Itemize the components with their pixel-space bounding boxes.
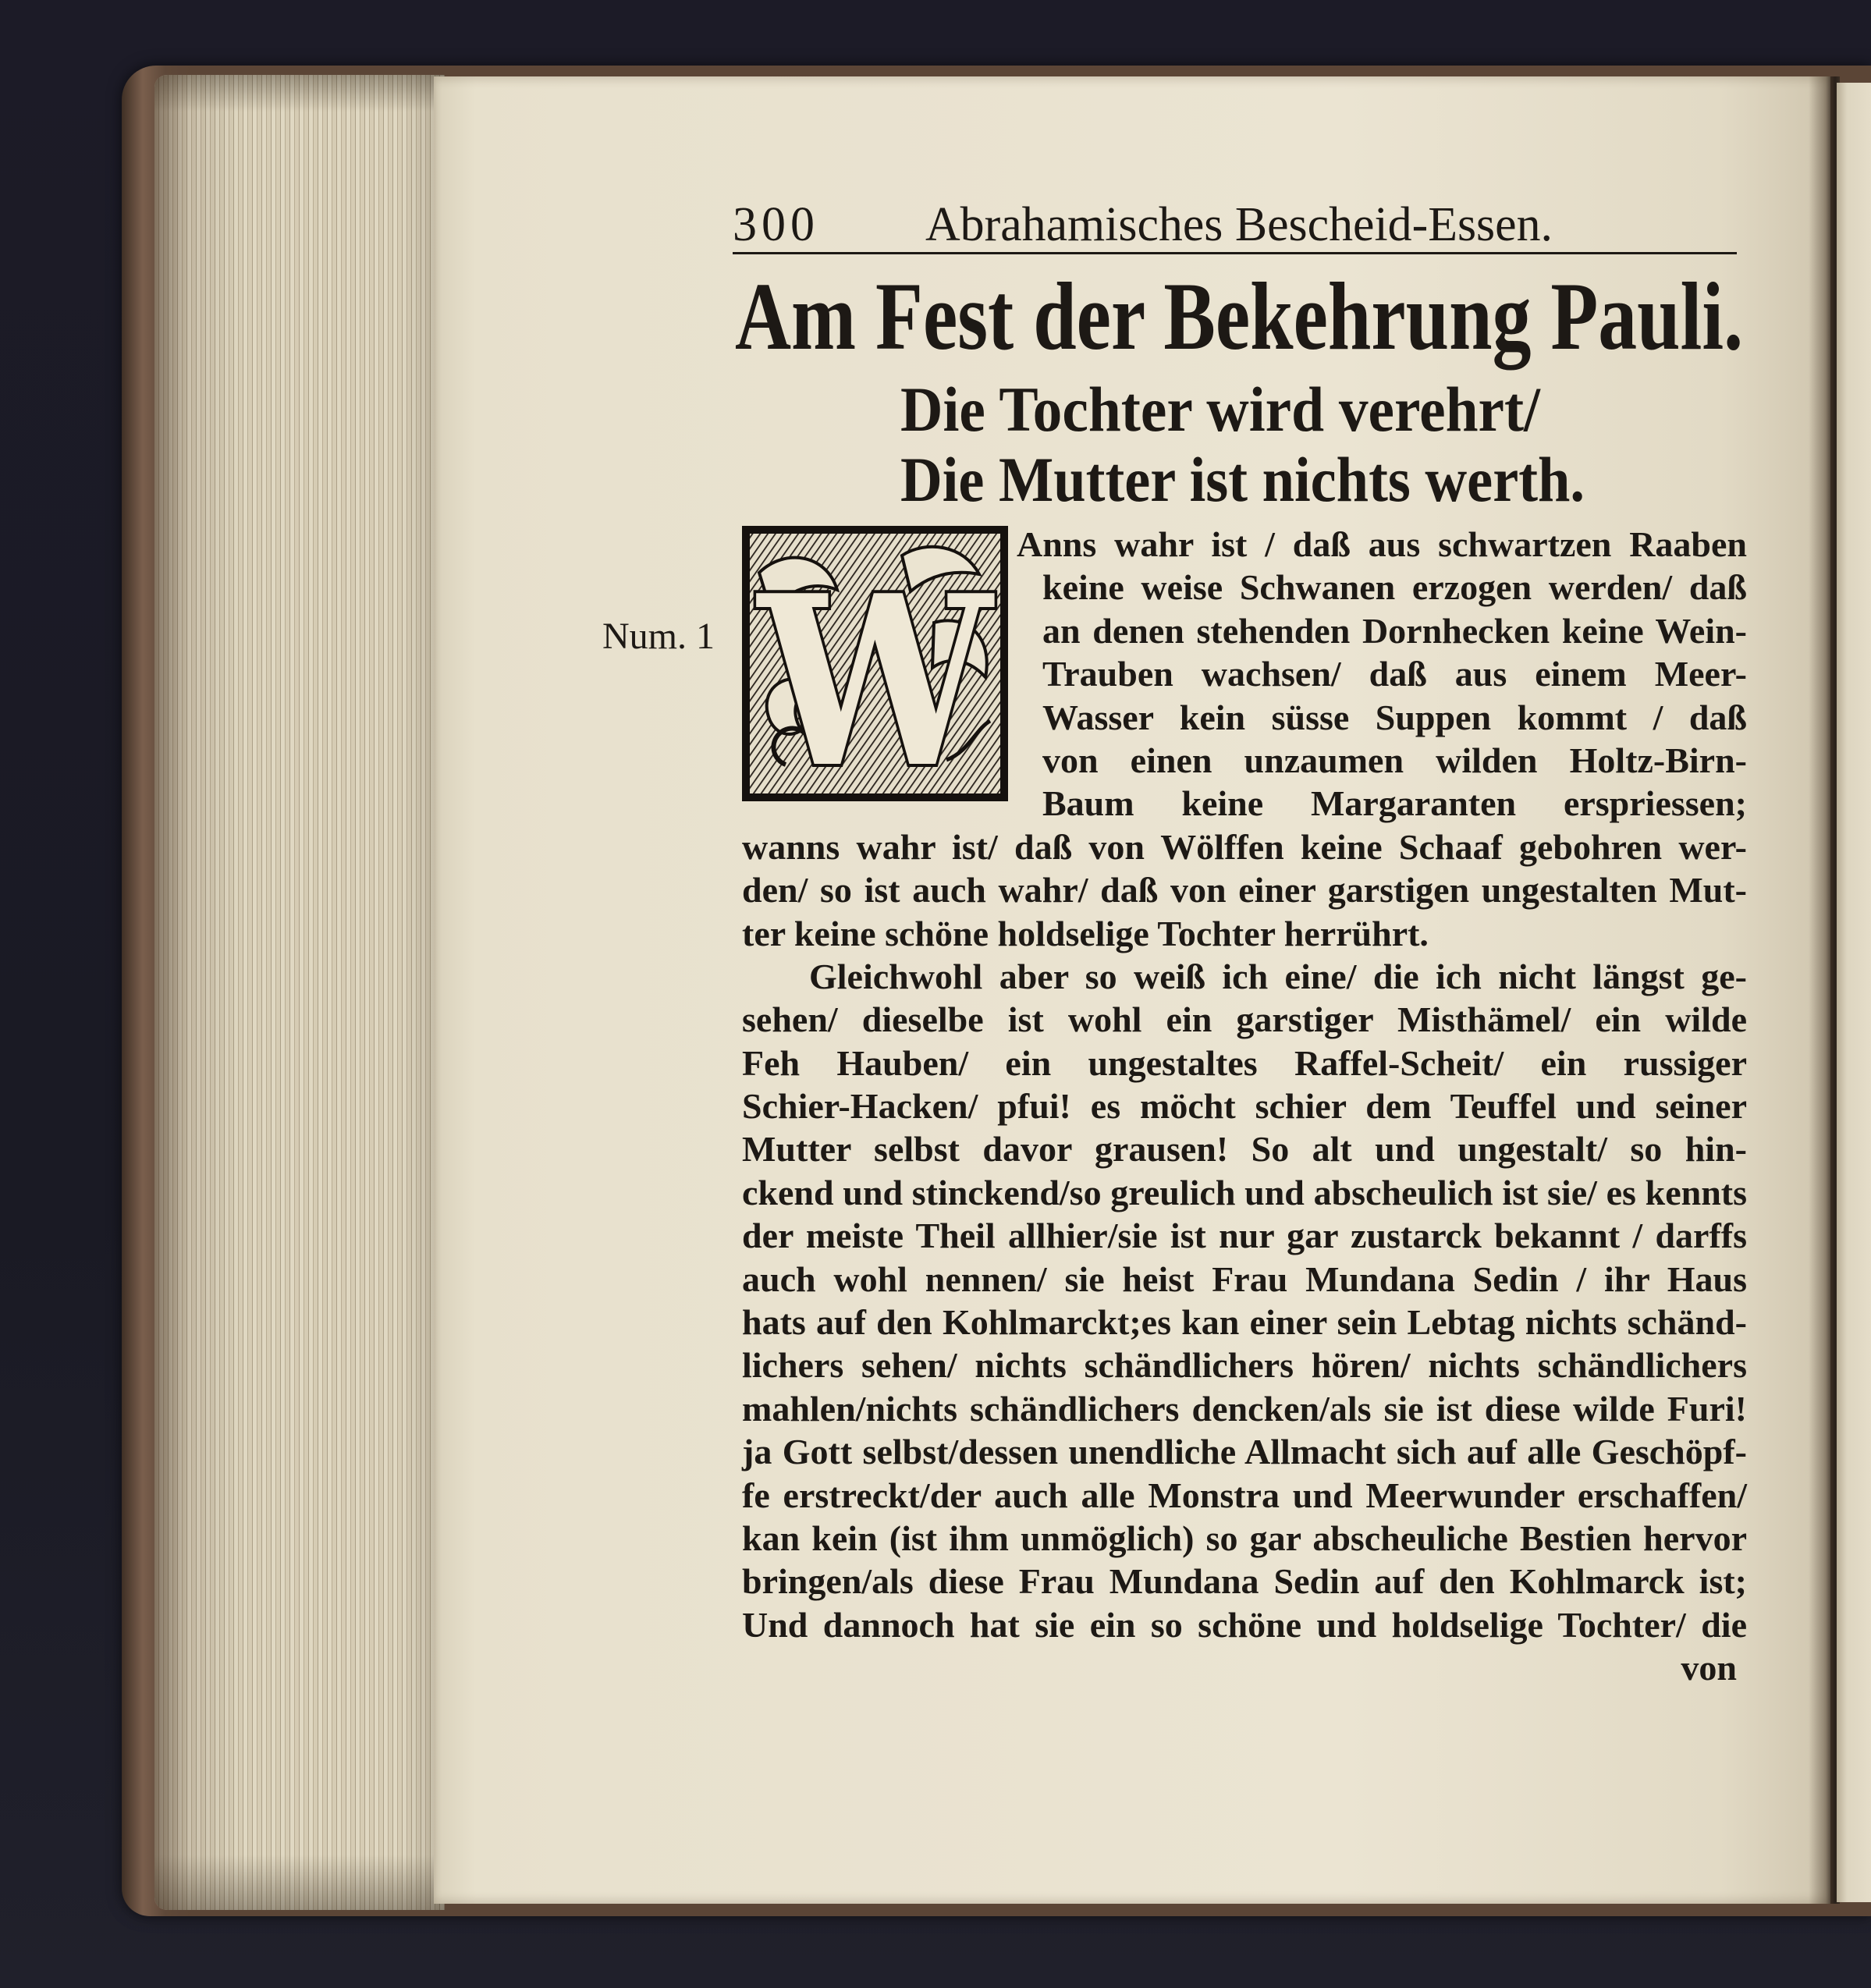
text-line: Anns wahr ist / daß aus schwartzen Raaben [1017, 524, 1747, 564]
text-line: mahlen/nichts schändlichers dencken/als sie ist diese wilde Furi! [742, 1388, 1747, 1429]
text-line: keine weise Schwanen erzogen werden/ daß [1042, 567, 1747, 608]
text-line: bringen/als diese Frau Mundana Sedin auf den Kohlmarck ist; [742, 1561, 1747, 1602]
text-line: der meiste Theil allhier/sie ist nur gar zustarck bekannt / darffs [742, 1216, 1747, 1256]
motto-line-1: Die Tochter wird verehrt/ [900, 374, 1540, 445]
fore-edge-shading [154, 75, 445, 1910]
text-line: den/ so ist auch wahr/ daß von einer garstigen ungestalten Mut- [742, 870, 1747, 911]
text-line: Baum keine Margaranten erspriessen; [1042, 783, 1747, 824]
text-line: ter keine schöne holdselige Tochter herrührt. [742, 913, 1429, 953]
text-line: Trauben wachsen/ daß aus einem Meer- [1042, 654, 1747, 694]
motto-line-2: Die Mutter ist nichts werth. [900, 444, 1585, 515]
text-line: fe erstreckt/der auch alle Monstra und Meerwunder erschaffen/ [742, 1475, 1747, 1515]
page-number: 300 [733, 198, 819, 251]
text-line: Feh Hauben/ ein ungestaltes Raffel-Scheit/ ein russiger [742, 1042, 1747, 1083]
chapter-title: Am Fest der Bekehrung Pauli. [735, 263, 1743, 370]
catchword: von [1681, 1648, 1737, 1688]
text-line: hats auf den Kohlmarckt;es kan einer sein Lebtag nichts schänd- [742, 1302, 1747, 1343]
text-line: ckend und stinckend/so greulich und abscheulich ist sie/ es kennts [742, 1172, 1747, 1212]
initial-letter: W [754, 544, 996, 801]
text-line: Wasser kein süsse Suppen kommt / daß [1042, 697, 1747, 737]
text-line: kan kein (ist ihm unmöglich) so gar abscheuliche Bestien hervor [742, 1518, 1747, 1558]
facing-page-edge [1837, 83, 1871, 1902]
body-text [742, 523, 1747, 1690]
text-line: auch wohl nennen/ sie heist Frau Mundana Sedin / ihr Haus [742, 1258, 1747, 1299]
text-line: von einen unzaumen wilden Holtz-Birn- [1042, 740, 1747, 780]
header-rule [733, 252, 1737, 254]
text-line: sehen/ dieselbe ist wohl ein garstiger Misthämel/ ein wilde [742, 999, 1747, 1040]
text-line: wanns wahr ist/ daß von Wölffen keine Schaaf gebohren wer- [742, 826, 1747, 867]
running-title: Abrahamisches Bescheid-Essen. [925, 198, 1553, 251]
text-line: Und dannoch hat sie ein so schöne und holdselige Tochter/ die [742, 1604, 1747, 1645]
margin-note: Num. 1 [602, 616, 715, 657]
text-line: Schier-Hacken/ pfui! es möcht schier dem Teuffel und seiner [742, 1086, 1747, 1127]
book-gutter [1809, 76, 1840, 1904]
text-line: an denen stehenden Dornhecken keine Wein- [1042, 610, 1747, 651]
text-line: Mutter selbst davor grausen! So alt und ungestalt/ so hin- [742, 1129, 1747, 1170]
text-line: lichers sehen/ nichts schändlichers hören/ nichts schändlichers [742, 1345, 1747, 1386]
text-line: Gleichwohl aber so weiß ich eine/ die ich nicht längst ge- [809, 956, 1747, 996]
text-line: ja Gott selbst/dessen unendliche Allmacht sich auf alle Geschöpf- [742, 1432, 1747, 1472]
